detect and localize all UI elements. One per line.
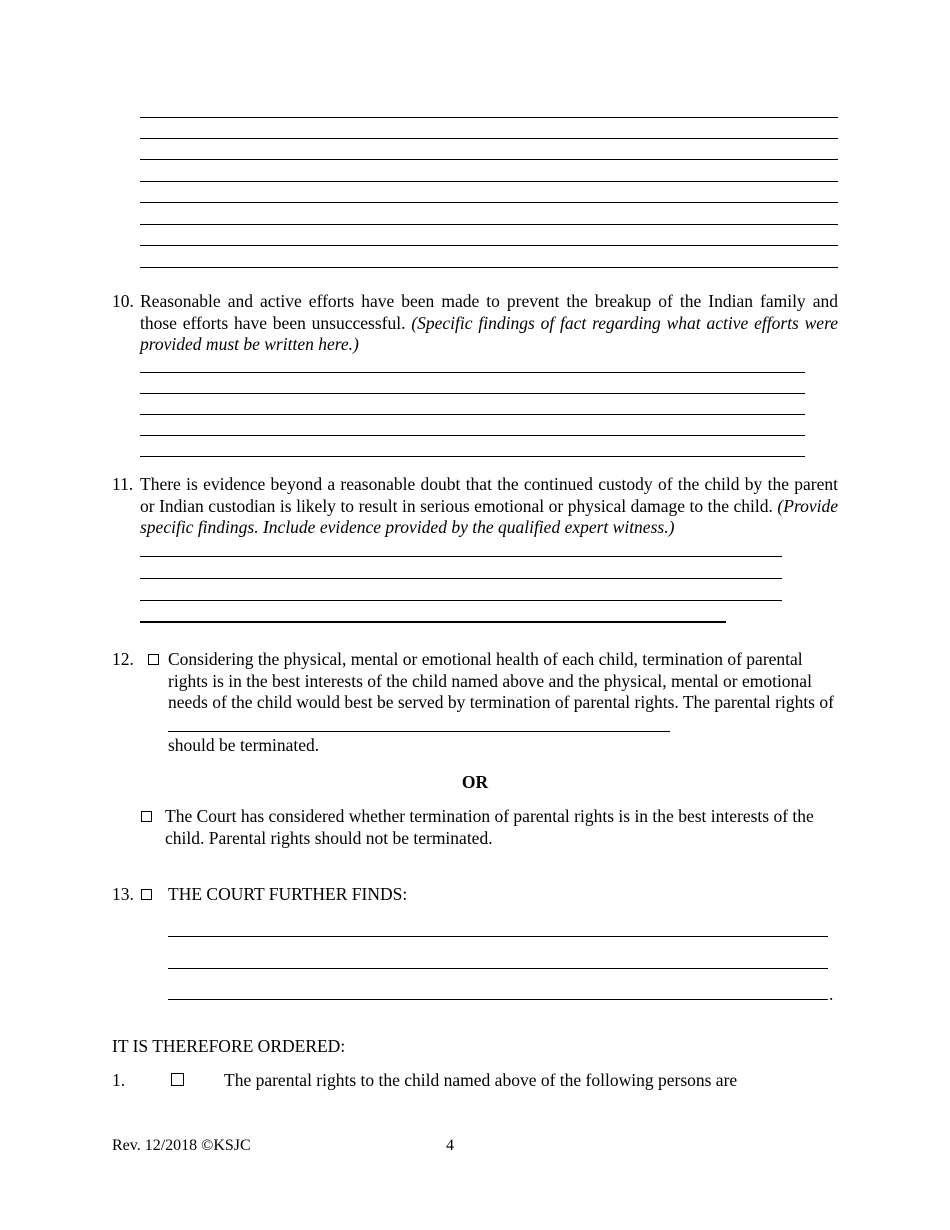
order-item-1-number: 1.	[112, 1070, 126, 1090]
item-10-statement: Reasonable and active efforts have been made to prevent the breakup of the Indian family and those efforts have been unsuccessful.	[140, 291, 838, 333]
write-line[interactable]	[140, 435, 805, 436]
item-12-option1-checkbox[interactable]	[148, 654, 159, 665]
item-12-option2	[165, 806, 835, 849]
write-line[interactable]	[140, 372, 805, 373]
write-line[interactable]	[140, 224, 838, 225]
item-12-option1-tail: should be terminated.	[168, 735, 320, 755]
order-heading: IT IS THEREFORE ORDERED:	[112, 1036, 346, 1056]
item-13-number: 13.	[112, 884, 134, 904]
write-line[interactable]	[140, 245, 838, 246]
write-line[interactable]	[140, 117, 838, 118]
write-line[interactable]	[168, 999, 828, 1000]
item-11-number: 11.	[112, 474, 134, 494]
write-line[interactable]	[140, 159, 838, 160]
item-13-checkbox[interactable]	[141, 889, 152, 900]
write-line[interactable]	[140, 621, 726, 623]
write-line[interactable]	[140, 138, 838, 139]
write-line[interactable]	[140, 578, 782, 579]
item-10-text	[140, 291, 838, 356]
parental-rights-name-field[interactable]	[168, 715, 670, 732]
item-11-statement: There is evidence beyond a reasonable doubt that the continued custody of the child by the parent or Indian custodian is likely to result in serious emotional or physical damage to the child.	[140, 474, 838, 516]
item-12-option2-text: The Court has considered whether termination of parental rights is in the best interests of the child. Parental rights should not be terminated.	[165, 806, 814, 848]
footer-revision: Rev. 12/2018 ©KSJC	[112, 1137, 251, 1154]
item-11-instruction: (Provide specific findings. Include evidence provided by the qualified expert witness.)	[140, 495, 838, 537]
write-line[interactable]	[140, 267, 838, 268]
write-line[interactable]	[140, 456, 805, 457]
write-line[interactable]	[140, 600, 782, 601]
item-12-number: 12.	[112, 649, 134, 669]
write-line[interactable]	[140, 414, 805, 415]
order-item-1-text: The parental rights to the child named above of the following persons are	[224, 1070, 738, 1090]
write-line[interactable]	[140, 181, 838, 182]
item-13-text: THE COURT FURTHER FINDS:	[168, 884, 408, 904]
or-label: OR	[461, 772, 489, 792]
write-line[interactable]	[140, 202, 838, 203]
item-12-option2-checkbox[interactable]	[141, 811, 152, 822]
item-10-number: 10.	[112, 291, 134, 311]
item-12-option1	[168, 649, 840, 757]
order-item-1-checkbox[interactable]	[171, 1073, 184, 1086]
item-11-text	[140, 474, 838, 539]
item-12-option1-text: Considering the physical, mental or emotional health of each child, termination of parental rights is in the best interests of the child named above and the physical, mental or emotional needs of the child would best be served by termination of parental rights. The parental rights of	[168, 649, 834, 712]
write-line[interactable]	[140, 393, 805, 394]
item-13-end-mark: .	[829, 984, 834, 1004]
write-line[interactable]	[140, 556, 782, 557]
write-line[interactable]	[168, 936, 828, 937]
footer-page-number: 4	[446, 1137, 454, 1154]
write-line[interactable]	[168, 968, 828, 969]
item-10-instruction: (Specific findings of fact regarding what active efforts were provided must be written here.)	[140, 312, 838, 354]
